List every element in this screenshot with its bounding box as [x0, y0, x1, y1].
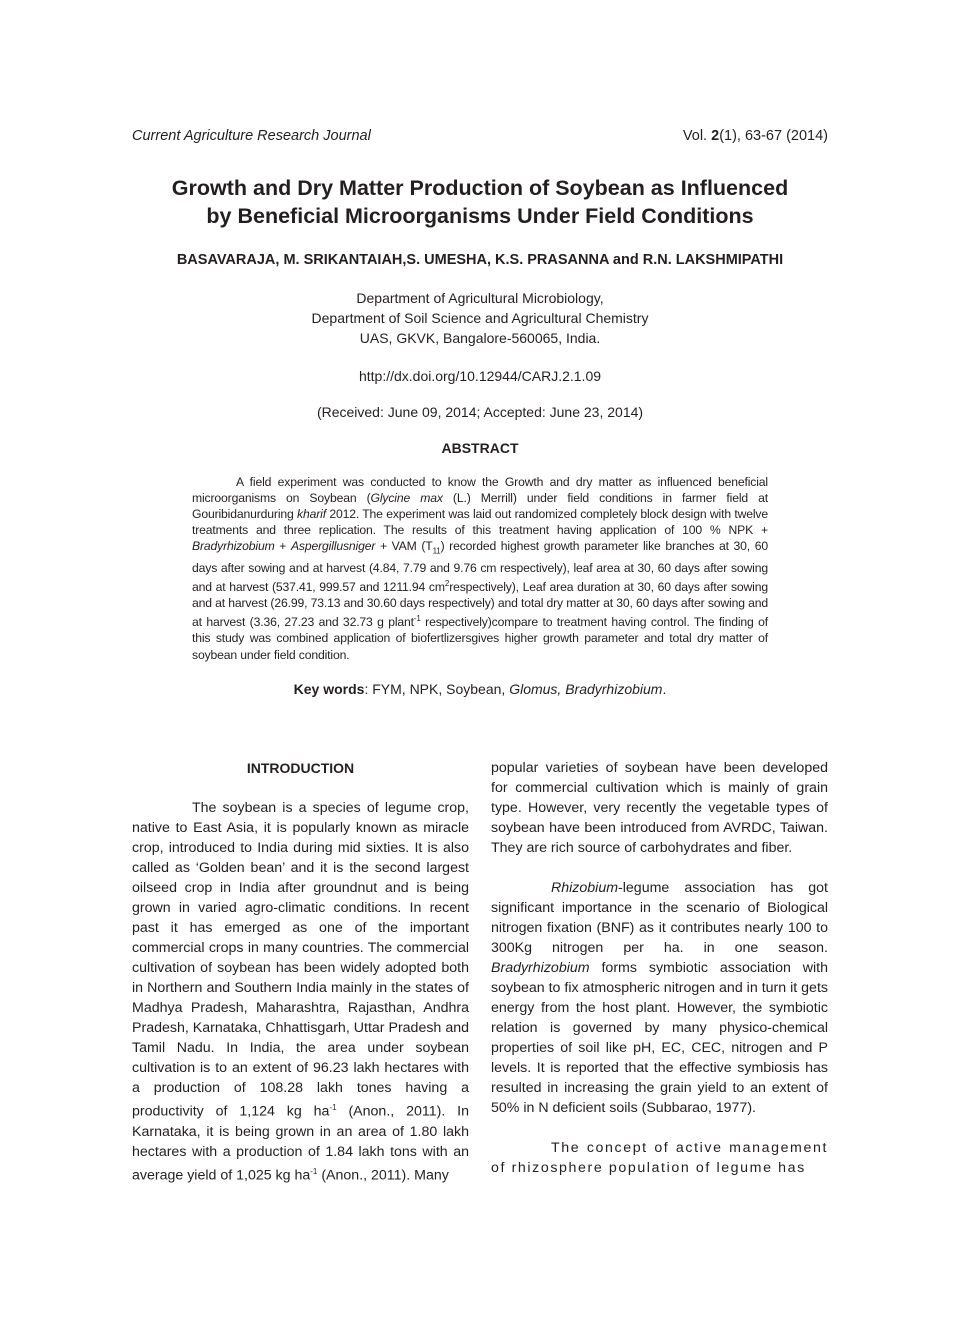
section-heading-introduction: INTRODUCTION: [246, 760, 355, 776]
abstract-text: A field experiment was conducted to know the Growth and dry matter as influenced beneficial microorganisms on Soybean (Glycine max (L.) Merrill) under field conditions in farmer field at Gouribidanurduring kharif 2012. The experiment was laid out randomized completely block design with twelve treatments and three replication. The results of this treatment having application of 100 % NPK + Bradyrhizobium + Aspergillusniger + VAM $(T_{11})$ recorded highest growth parameter like branches at 30, 60 days after sowing and at harvest (4.84, 7.79 and 9.76 cm respectively), leaf area at 30, 60 days after sowing and at harvest (537.41, 999.57 and 1211.94 $cm^2respectively$), Leaf area duration at 30, 60 days after sowing and at harvest (26.99, 73.13 and 30.60 days respectively) and total dry matter at 30, 60 days after sowing and at harvest (3.36, 27.23 and 32.73 g plant$^{-1}$ respectively)compare to treatment having control. The finding of this study was combined application of biofertlizersgives higher growth parameter and total dry matter of soybean under field condition.: [192, 475, 769, 662]
intro-paragraph-1: The soybean is a species of legume crop, native to East Asia, it is popularly known as miracle crop, introduced to India during mid sixties. It is also called as ‘Golden bean’ and it is the second largest oilseed crop in India after groundnut and is being grown in varied agro-climatic conditions. In recent past it has emerged as one of the important commercial crops in many countries. The commercial cultivation of soybean has been widely adopted both in Northern and Southern India mainly in the states of Madhya Pradesh, Maharashtra, Rajasthan, Andhra Pradesh, Karnataka, Chhattisgarh, Uttar Pradesh and Tamil Nadu. In India, the area under soybean cultivation is to an extent of 96.23 lakh hectares with a production of 108.28 lakh tones having a productivity of 1,124 kg $ha^{-1}$ (Anon., 2011). In Karnataka, it is being grown in an area of 1.80 lakh hectares with a production of 1.84 lakh tons with an average yield of 1,025 kg $ha^{-1}$ (Anon., 2011). Many: [132, 800, 469, 1184]
keywords: Key words: FYM, NPK, Soybean, Glomus, Bradyrhizobium.: [293, 680, 667, 697]
doi-link[interactable]: http://dx.doi.org/10.12944/CARJ.2.1.09: [358, 368, 602, 384]
abstract-heading: ABSTRACT: [441, 440, 519, 456]
body-columns: [132, 758, 828, 1205]
journal-name: Current Agriculture Research Journal: [132, 128, 371, 144]
intro-paragraph-3: Rhizobium-legume association has got significant importance in the scenario of Biological nitrogen fixation (BNF) as it contributes nearly 100 to 300Kg nitrogen per ha. in one season. Bradyrhizobium forms symbiotic association with soybean to fix atmospheric nitrogen and in turn it gets energy from the host plant. However, the symbiotic relation is governed by many physico-chemical properties of soil like pH, EC, CEC, nitrogen and P levels. It is reported that the effective symbiosis has resulted in increasing the grain yield to an extent of 50% in N deficient soils (Subbarao, 1977).: [491, 880, 828, 1116]
volume-info: Vol. 2(1), 63-67 (2014): [682, 128, 828, 144]
intro-paragraph-2: popular varieties of soybean have been developed for commercial cultivation which is mainly of grain type. However, very recently the vegetable types of soybean have been introduced from AVRDC, Taiwan. They are rich source of carbohydrates and fiber.: [491, 760, 828, 856]
intro-paragraph-4: The concept of active management of rhizosphere population of legume has: [491, 1140, 828, 1176]
right-column: [491, 758, 828, 1205]
paper-title: Growth and Dry Matter Production of Soybean as Influenced by Beneficial Microorganisms Under Field Conditions: [171, 176, 789, 228]
running-head: [132, 128, 828, 150]
received-dates: (Received: June 09, 2014; Accepted: June 23, 2014): [316, 404, 644, 420]
left-column: [132, 758, 469, 1205]
affiliation: Department of Agricultural Microbiology, Department of Soil Science and Agricultural Chemistry UAS, GKVK, Bangalore-560065, India.: [311, 290, 649, 346]
author-list: BASAVARAJA, M. SRIKANTAIAH,S. UMESHA, K.S. PRASANNA and R.N. LAKSHMIPATHI: [176, 252, 784, 268]
page: [132, 128, 828, 697]
